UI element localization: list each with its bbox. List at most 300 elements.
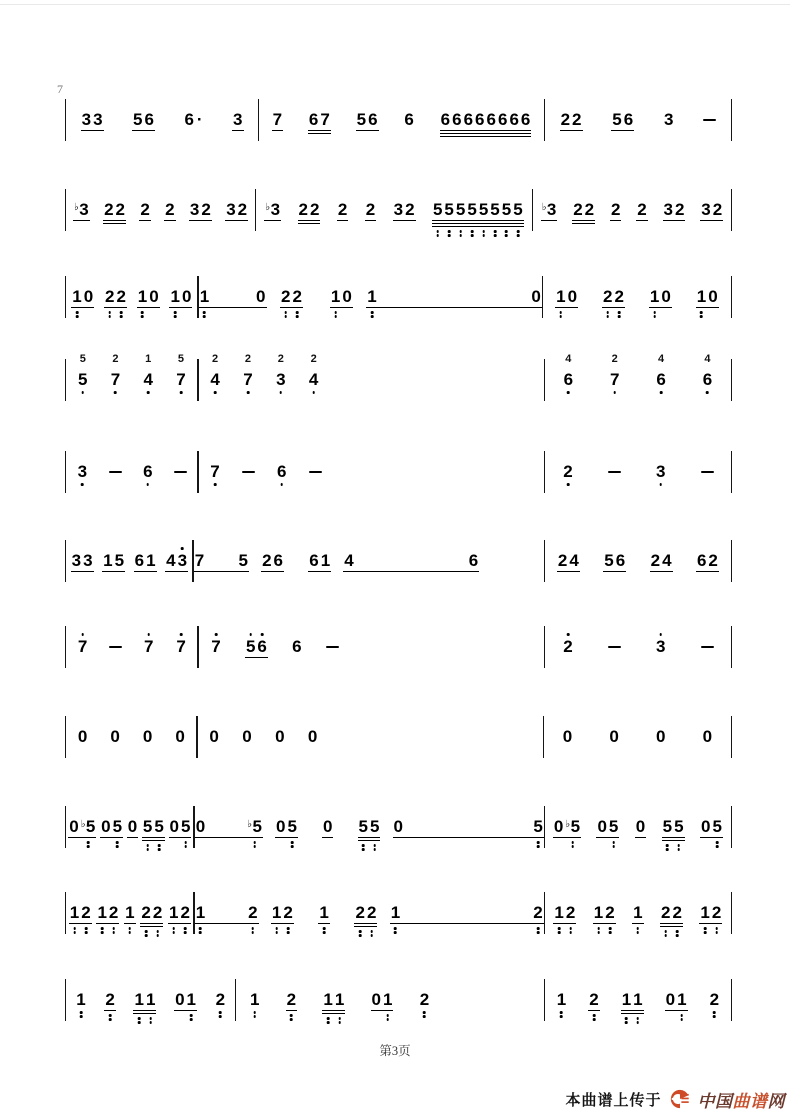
- note-group: [199, 288, 267, 306]
- measure: [66, 273, 197, 321]
- beam-group: [77, 463, 88, 481]
- note-digit: 6: [292, 637, 302, 656]
- beam-group: [596, 818, 619, 836]
- beam-group: [199, 288, 267, 306]
- note-group: [99, 728, 131, 746]
- note-digit: 0: [181, 287, 192, 306]
- octave-dot: [571, 841, 574, 844]
- octave-dot: [560, 315, 563, 318]
- high-octave-dot: [567, 633, 570, 636]
- note-digit: 6: [440, 110, 451, 129]
- beam-underline: [665, 1010, 688, 1011]
- dash-note: [591, 646, 638, 649]
- note: [250, 991, 259, 1009]
- note-digit: 1: [103, 551, 113, 570]
- octave-dot: [190, 1018, 193, 1021]
- high-octave-dot: [261, 633, 264, 636]
- beam-group: [195, 904, 259, 922]
- note: [701, 201, 710, 219]
- note-group: [603, 201, 629, 219]
- note-group: [638, 552, 684, 570]
- note-group: [256, 201, 289, 219]
- note: [104, 201, 113, 219]
- beam-group: [553, 818, 581, 836]
- note-digit: 6: [520, 110, 531, 129]
- fingering-number: 2: [611, 353, 618, 365]
- note-digit: 1: [696, 287, 707, 306]
- note: [656, 371, 665, 389]
- octave-dot: [334, 315, 337, 318]
- octave-dot: [73, 927, 76, 930]
- flat-sign: ♭: [265, 202, 271, 213]
- beam-group: [562, 728, 573, 746]
- note-group: [329, 201, 357, 219]
- beam-group: [562, 638, 573, 656]
- low-octave-dots: [612, 841, 615, 848]
- note-digit: 5: [478, 200, 489, 219]
- flat-sign: ♭: [80, 819, 86, 830]
- note: [573, 201, 582, 219]
- octave-dot: [291, 845, 294, 848]
- note-group: [263, 818, 310, 836]
- note: [701, 818, 710, 836]
- beam-group: [195, 818, 263, 836]
- notation-line: [65, 803, 732, 851]
- low-octave-dots: [362, 844, 365, 851]
- octave-dot: [138, 1021, 141, 1024]
- note-digit: 1: [334, 990, 345, 1009]
- beam-underline: [308, 571, 331, 572]
- low-octave-dots: [370, 930, 373, 937]
- octave-dot: [172, 931, 175, 934]
- note-group: [629, 201, 655, 219]
- beam-underline: [137, 307, 160, 308]
- note-digit: 5: [78, 370, 88, 389]
- note-digit: 0: [342, 287, 352, 306]
- note-group: [218, 111, 258, 129]
- measure: [66, 448, 197, 496]
- note: [128, 818, 137, 836]
- low-octave-dots: [716, 841, 719, 848]
- low-octave-dots: [219, 1011, 222, 1018]
- note-digit: 0: [708, 287, 718, 306]
- beam-group: [165, 552, 188, 570]
- note: [184, 111, 202, 129]
- note: [335, 991, 344, 1009]
- note-group: [249, 552, 296, 570]
- note: [320, 111, 329, 129]
- beam-group: [104, 288, 127, 306]
- high-octave-dot: [81, 633, 84, 636]
- beam-underline: [298, 223, 321, 224]
- dash-glyph: [309, 471, 322, 474]
- beam-group: [73, 201, 90, 219]
- note-digit: 7: [194, 551, 205, 570]
- octave-dot: [704, 927, 707, 930]
- low-octave-dots: [80, 1011, 83, 1018]
- note-digit: 2: [610, 200, 621, 219]
- barline: [731, 806, 732, 848]
- note: [673, 904, 682, 922]
- note-group: [655, 201, 693, 219]
- beam-group: [354, 904, 377, 922]
- octave-dot: [158, 844, 161, 847]
- beam-underline: [96, 923, 119, 924]
- note: [656, 638, 665, 656]
- note-digit: 1: [72, 287, 82, 306]
- note: [287, 818, 296, 836]
- octave-dot: [290, 1014, 293, 1017]
- beam-underline: [71, 307, 94, 308]
- note: [633, 904, 642, 922]
- beam-group: [393, 818, 544, 836]
- note-group: [118, 111, 169, 129]
- note-digit: 1: [621, 990, 632, 1009]
- octave-dot: [459, 230, 462, 233]
- low-octave-dots: [373, 844, 376, 851]
- note-digit: 2: [672, 903, 682, 922]
- note-digit: 2: [605, 903, 615, 922]
- note: [181, 818, 190, 836]
- note: [105, 991, 114, 1009]
- beam-underline: [261, 571, 284, 572]
- octave-dot: [190, 1014, 193, 1017]
- beam-group: [621, 991, 644, 1009]
- note-digit: 2: [650, 551, 661, 570]
- note: [247, 818, 262, 836]
- note-group: [259, 904, 307, 922]
- note: [367, 904, 376, 922]
- note-digit: 0: [307, 727, 318, 746]
- beam-group: [632, 904, 643, 922]
- beam-underline: [280, 307, 303, 308]
- note-digit: 2: [180, 903, 190, 922]
- note-group: [66, 638, 98, 656]
- low-octave-dots: [505, 230, 508, 237]
- note-digit: 5: [114, 551, 125, 570]
- octave-dot: [681, 1014, 684, 1017]
- note-digit: 5: [358, 817, 369, 836]
- dash-note: [314, 646, 350, 649]
- beam-underline: [104, 1010, 115, 1011]
- note: [661, 288, 670, 306]
- note-digit: 6: [486, 110, 496, 129]
- note-digit: 0: [142, 727, 153, 746]
- note-group: [533, 201, 565, 219]
- note-digit: 7: [320, 110, 330, 129]
- note-group: [138, 904, 166, 922]
- octave-dot: [571, 845, 574, 848]
- note-digit: 3: [79, 200, 89, 219]
- note-digit: 5: [490, 200, 500, 219]
- beam-underline: [663, 220, 686, 221]
- low-octave-dots: [494, 230, 497, 237]
- note: [196, 904, 205, 922]
- octave-dot: [184, 841, 187, 844]
- beam-group: [77, 728, 88, 746]
- note: [144, 638, 153, 656]
- note-group: [638, 638, 684, 656]
- note: [568, 288, 577, 306]
- octave-dot: [471, 234, 474, 237]
- note-group: [592, 552, 638, 570]
- beam-underline: [390, 923, 544, 924]
- low-octave-dots: [147, 483, 150, 486]
- note-digit: 6: [184, 110, 194, 129]
- note-group: [66, 991, 95, 1009]
- low-octave-dots: [334, 311, 337, 318]
- octave-dot: [129, 931, 132, 934]
- beam-underline: [81, 130, 104, 131]
- note: [82, 111, 91, 129]
- beam-group: [588, 991, 599, 1009]
- beam-group: [139, 201, 150, 219]
- beam-underline: [195, 923, 259, 924]
- low-octave-dots: [704, 927, 707, 934]
- note: [243, 371, 252, 389]
- beam-group: [610, 201, 621, 219]
- note: [697, 288, 706, 306]
- note-digit: 2: [152, 903, 163, 922]
- octave-dot: [653, 311, 656, 314]
- note: [115, 552, 124, 570]
- note-digit: 5: [604, 551, 614, 570]
- note-group: [545, 638, 591, 656]
- note: [610, 371, 619, 389]
- measure: [66, 353, 197, 404]
- beam-group: [650, 552, 673, 570]
- measure-trailing-space: [330, 356, 544, 404]
- low-octave-dots: [214, 483, 217, 486]
- note-digit: 0: [562, 727, 573, 746]
- note-digit: 3: [663, 200, 673, 219]
- note: [272, 904, 281, 922]
- octave-dot: [275, 927, 278, 930]
- note: [143, 371, 152, 389]
- octave-dot: [423, 1011, 426, 1014]
- low-octave-dots: [560, 1011, 563, 1018]
- low-octave-dots: [637, 927, 640, 934]
- beam-group: [696, 288, 719, 306]
- note-digit: 0: [275, 727, 285, 746]
- note: [391, 904, 400, 922]
- octave-dot: [676, 930, 679, 933]
- note: [78, 728, 87, 746]
- octave-dot: [537, 845, 540, 848]
- octave-dot: [567, 483, 570, 486]
- note: [563, 638, 572, 656]
- note-group: [233, 638, 279, 656]
- note: [200, 288, 209, 306]
- note: [176, 371, 185, 389]
- beam-group: [209, 371, 220, 389]
- beam-underline: [272, 130, 283, 131]
- beam-group: [68, 818, 96, 836]
- note-digit: 6: [656, 370, 666, 389]
- low-octave-dots: [290, 1014, 293, 1021]
- low-octave-dots: [109, 1014, 112, 1021]
- note-group: [198, 728, 231, 746]
- octave-dot: [327, 1017, 330, 1020]
- low-octave-dots: [713, 1011, 716, 1018]
- beam-group: [365, 201, 376, 219]
- beam-underline: [610, 220, 621, 221]
- octave-dot: [618, 315, 621, 318]
- note: [226, 201, 235, 219]
- beam-group: [225, 201, 248, 219]
- note-group: [638, 353, 684, 389]
- beam-group: [696, 552, 719, 570]
- low-octave-dots: [567, 391, 570, 394]
- note: [366, 201, 375, 219]
- note: [81, 818, 96, 836]
- note: [344, 552, 353, 570]
- note: [661, 904, 670, 922]
- beam-group: [699, 904, 722, 922]
- note: [456, 201, 465, 219]
- octave-dot: [323, 931, 326, 934]
- note-digit: 0: [242, 727, 252, 746]
- note-digit: 0: [701, 817, 711, 836]
- octave-dot: [597, 927, 600, 930]
- beam-underline: [557, 571, 580, 572]
- beam-underline: [169, 837, 192, 838]
- beam-group: [557, 552, 580, 570]
- beam-underline: [440, 136, 532, 137]
- note: [569, 552, 578, 570]
- note-digit: 0: [149, 287, 159, 306]
- note: [265, 201, 280, 219]
- note-group: [259, 111, 295, 129]
- note: [292, 638, 301, 656]
- fingering-number: 5: [79, 353, 86, 365]
- octave-dot: [681, 1018, 684, 1021]
- notation-line: [65, 976, 732, 1024]
- low-octave-dots: [252, 927, 255, 934]
- octave-dot: [625, 1017, 628, 1020]
- beam-group: [556, 991, 567, 1009]
- octave-dot: [704, 931, 707, 934]
- note-digit: 3: [77, 462, 88, 481]
- dash-note: [231, 471, 265, 474]
- beam-group: [563, 371, 574, 389]
- beam-group: [241, 728, 252, 746]
- flat-sign: ♭: [541, 202, 547, 213]
- beam-underline: [649, 307, 672, 308]
- octave-dot: [459, 234, 462, 237]
- low-octave-dots: [85, 927, 88, 934]
- note: [138, 288, 147, 306]
- note-digit: 7: [176, 637, 186, 656]
- note-group: [691, 904, 730, 922]
- barline: [731, 892, 732, 934]
- note-digit: 0: [323, 817, 333, 836]
- octave-dot: [371, 315, 374, 318]
- beam-group: [541, 201, 558, 219]
- beam-underline: [662, 840, 685, 841]
- low-octave-dots: [149, 1017, 152, 1024]
- beam-group: [700, 818, 723, 836]
- note-group: [390, 904, 544, 922]
- octave-dot: [149, 1017, 152, 1020]
- beam-group: [175, 638, 186, 656]
- beam-underline: [636, 220, 647, 221]
- octave-dot: [81, 483, 84, 486]
- beam-underline: [358, 840, 381, 841]
- low-octave-dots: [145, 930, 148, 937]
- octave-dot: [158, 848, 161, 851]
- note: [84, 288, 93, 306]
- low-octave-dots: [664, 930, 667, 937]
- low-octave-dots: [291, 841, 294, 848]
- octave-dot: [373, 848, 376, 851]
- note-digit: 0: [175, 727, 185, 746]
- octave-dot: [560, 311, 563, 314]
- note-digit: 5: [287, 817, 297, 836]
- note-digit: 5: [444, 200, 454, 219]
- octave-dot: [138, 1017, 141, 1020]
- notation-line: [65, 713, 732, 761]
- low-octave-dots: [280, 391, 283, 394]
- low-octave-dots: [609, 927, 612, 934]
- note: [78, 638, 87, 656]
- note-digit: 2: [614, 287, 624, 306]
- note-digit: 0: [567, 287, 578, 306]
- note: [609, 728, 618, 746]
- note: [178, 552, 187, 570]
- note-digit: 2: [674, 200, 685, 219]
- octave-dot: [537, 931, 540, 934]
- watermark-site-name: [698, 1087, 786, 1112]
- note-digit: 7: [272, 110, 283, 129]
- low-octave-dots: [482, 230, 485, 237]
- note: [572, 111, 581, 129]
- beam-group: [700, 201, 723, 219]
- low-octave-dots: [108, 311, 111, 318]
- note-digit: 6: [257, 637, 267, 656]
- octave-dot: [637, 927, 640, 930]
- note-digit: 2: [563, 462, 573, 481]
- beam-underline: [134, 571, 157, 572]
- note: [181, 904, 190, 922]
- beam-group: [636, 201, 647, 219]
- beam-group: [274, 728, 285, 746]
- note-digit: 2: [248, 903, 258, 922]
- octave-dot: [156, 930, 159, 933]
- note: [210, 463, 219, 481]
- octave-dot: [109, 1018, 112, 1021]
- note-group: [195, 904, 259, 922]
- note: [143, 728, 152, 746]
- beam-group: [286, 991, 297, 1009]
- note-group: [358, 991, 406, 1009]
- note-digit: 6: [615, 551, 626, 570]
- low-octave-dots: [287, 927, 290, 934]
- note-group: [591, 728, 638, 746]
- beam-group: [194, 552, 249, 570]
- beam-group: [358, 818, 381, 836]
- octave-dot: [203, 315, 206, 318]
- note-digit: 0: [665, 990, 676, 1009]
- note: [372, 991, 381, 1009]
- octave-dot: [482, 234, 485, 237]
- note-digit: 1: [556, 990, 567, 1009]
- octave-dot: [253, 1015, 256, 1018]
- note-digit: 1: [633, 990, 643, 1009]
- note: [513, 201, 522, 219]
- note-digit: 0: [256, 287, 266, 306]
- fingering-number: 4: [565, 353, 572, 365]
